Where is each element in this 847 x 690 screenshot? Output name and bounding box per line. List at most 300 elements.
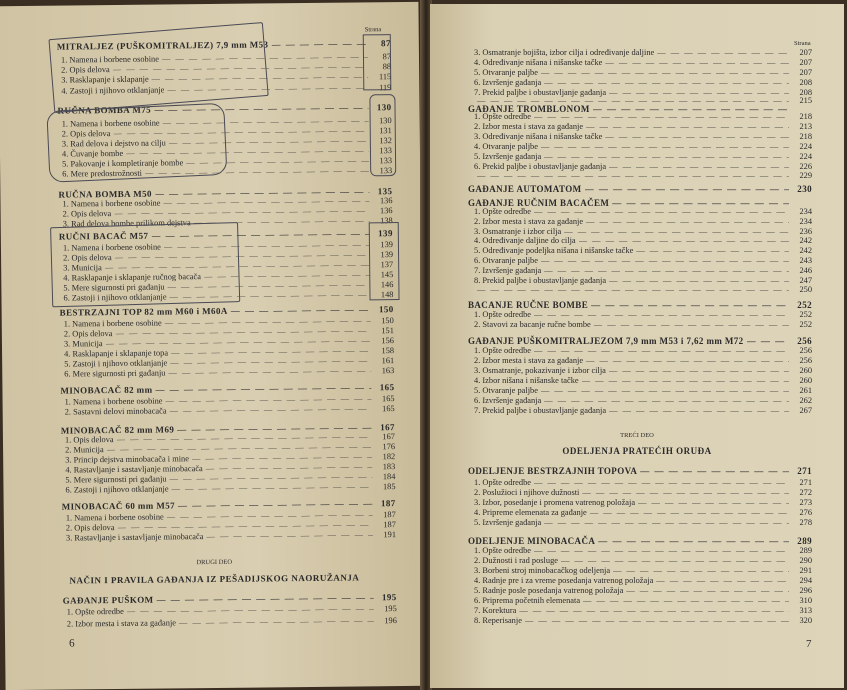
dash-leader xyxy=(579,236,789,246)
toc-entry xyxy=(474,576,812,586)
toc-entry-title: 2. Izbor mesta i stava za gađanje xyxy=(474,122,584,131)
strana-label: Strana xyxy=(364,26,382,34)
toc-entry-title: 2. Dužnosti i rad posluge xyxy=(474,556,558,565)
toc-entry-title: 6. Mere predostrožnosti xyxy=(62,168,143,179)
toc-entry xyxy=(474,376,812,386)
toc-entry-page: 252 xyxy=(799,320,812,329)
toc-entry-title: 8. Prekid paljbe i obustavljanje gađanja xyxy=(474,276,607,285)
toc-entry-page: 191 xyxy=(383,530,397,540)
toc-entry-page: 236 xyxy=(799,227,812,236)
toc-entry-page: 138 xyxy=(380,216,393,226)
dash-leader xyxy=(594,320,789,330)
toc-entry-page: 213 xyxy=(799,122,812,131)
toc-entry-title: 3. Princip dejstva minobacača i mine xyxy=(65,454,189,465)
toc-entry-title: 3. Osmatranje, pokazivanje i izbor cilja xyxy=(474,366,606,375)
toc-entry-title: 1. Namena i borbene osobine xyxy=(65,512,164,523)
toc-entry-page: 296 xyxy=(799,586,812,595)
dash-leader xyxy=(656,576,789,586)
toc-entry-page: 167 xyxy=(380,422,395,433)
left-page xyxy=(0,2,426,690)
dash-leader xyxy=(170,404,372,416)
toc-entry xyxy=(474,58,812,68)
dash-leader xyxy=(231,304,371,315)
toc-entry xyxy=(474,112,812,122)
toc-entry-page: 252 xyxy=(799,310,812,319)
toc-entry-title: BESTRZAJNI TOP 82 mm M60 i M60A xyxy=(59,305,228,318)
toc-entry xyxy=(474,78,812,88)
toc-entry-page: 130 xyxy=(376,102,392,113)
toc-entry xyxy=(65,404,395,417)
toc-heading xyxy=(468,466,812,476)
toc-heading xyxy=(60,304,394,317)
toc-entry xyxy=(474,508,812,518)
toc-entry-page: 133 xyxy=(379,146,393,156)
toc-entry-title: 4. Čuvanje bombe xyxy=(61,148,124,159)
dash-leader xyxy=(541,256,789,266)
toc-entry-page: 165 xyxy=(381,394,395,404)
toc-entry-title: 1. Opšte odredbe xyxy=(474,207,531,216)
toc-entry-page: 165 xyxy=(382,404,395,414)
toc-entry xyxy=(474,386,812,396)
toc-entry-title: 6. Prekid paljbe i obustavljanje gađanja xyxy=(474,162,607,171)
dash-leader xyxy=(605,58,789,68)
toc-entry-title: 2. Poslužioci i njihove dužnosti xyxy=(474,488,580,497)
dash-leader xyxy=(638,498,789,508)
toc-entry-page: 226 xyxy=(799,162,812,171)
toc-entry-page: 260 xyxy=(799,366,812,375)
toc-entry xyxy=(67,604,397,617)
toc-entry xyxy=(474,132,812,142)
toc-entry-title: 1. Namena i borbene osobine xyxy=(61,118,160,129)
dash-leader xyxy=(609,366,789,376)
toc-entry-title: 3. Osmatranje bojišta, izbor cilja i određivanje daljine xyxy=(474,48,655,57)
dash-leader xyxy=(582,488,789,498)
toc-entry xyxy=(474,246,812,256)
toc-entry-page: 183 xyxy=(382,462,396,472)
toc-entry-page: 250 xyxy=(799,285,812,294)
toc-heading xyxy=(62,498,396,511)
toc-entry-page: 207 xyxy=(799,58,812,67)
dash-leader xyxy=(544,396,789,406)
dash-leader xyxy=(534,478,789,488)
right-page xyxy=(430,4,844,688)
toc-entry-title: 4. Radnje pre i za vreme posedanja vatrenog položaja xyxy=(474,576,654,585)
dash-leader xyxy=(525,616,789,626)
toc-entry-title: 4. Pripreme elemenata za gađanje xyxy=(474,508,587,517)
toc-entry-page: 234 xyxy=(799,217,812,226)
toc-entry-title: GAĐANJE TROMBLONOM xyxy=(468,104,590,114)
toc-entry-page: 290 xyxy=(799,556,812,565)
toc-heading xyxy=(468,336,812,346)
toc-entry-page: 150 xyxy=(378,304,394,315)
part-title: NAČIN I PRAVILA GAĐANJA IZ PEŠADIJSKOG NAORUŽANJA xyxy=(69,572,360,586)
toc-entry-title: 2. Izbor mesta i stava za gađanje xyxy=(474,217,584,226)
toc-entry-page: 230 xyxy=(797,184,812,194)
toc-entry xyxy=(474,285,812,295)
toc-entry xyxy=(474,48,812,58)
toc-entry-page: 224 xyxy=(799,142,812,151)
toc-entry-title: GAĐANJE RUČNIM BACAČEM xyxy=(468,198,610,208)
toc-entry-page: 208 xyxy=(799,88,812,97)
toc-entry-page: 145 xyxy=(380,270,394,280)
page-number: 6 xyxy=(69,637,75,650)
toc-entry-title: 2. Opis delova xyxy=(63,329,113,339)
toc-entry-page: 135 xyxy=(377,186,393,197)
toc-heading xyxy=(468,536,812,546)
toc-entry-title: 1. Opšte odredbe xyxy=(474,112,531,121)
toc-entry-page: 276 xyxy=(799,508,812,517)
toc-entry xyxy=(474,236,812,246)
dash-leader xyxy=(747,336,789,346)
toc-entry-page: 291 xyxy=(799,566,812,575)
toc-entry xyxy=(474,518,812,528)
toc-entry xyxy=(474,606,812,616)
toc-entry-title: 2. Izbor mesta i stava za gađanje xyxy=(66,618,177,629)
toc-entry-title: 2. Opis delova xyxy=(61,65,110,75)
toc-entry-title: 4. Izbor nišana i nišanske tačke xyxy=(474,376,579,385)
toc-entry-title: 6. Izvršenje gađanja xyxy=(474,78,542,87)
toc-entry xyxy=(474,396,812,406)
part-label: DRUGI DEO xyxy=(196,558,233,567)
toc-entry-title: 1. Opšte odredbe xyxy=(474,546,531,555)
toc-entry-page: 158 xyxy=(381,346,395,356)
toc-entry-title: 1. Namena i borbene osobine xyxy=(60,54,159,65)
toc-entry-page: 289 xyxy=(797,536,812,546)
dash-leader xyxy=(171,482,372,494)
toc-entry-page: 130 xyxy=(379,116,392,126)
part-label: TREĆI DEO xyxy=(620,432,654,439)
toc-entry-title: 3. Rastavljanje i sastavljanje minobacača xyxy=(65,532,204,543)
toc-entry-page: 182 xyxy=(382,452,396,462)
toc-entry-page: 207 xyxy=(799,68,812,77)
toc-entry xyxy=(474,356,812,366)
toc-entry-title: 3. Rasklapanje i sklapanje xyxy=(61,74,149,85)
toc-entry-page: 260 xyxy=(799,376,812,385)
toc-entry-title: 7. Prekid paljbe i obustavljanje gađanja xyxy=(474,88,607,97)
toc-entry-page: 294 xyxy=(799,576,812,585)
dash-leader xyxy=(541,142,789,152)
toc-entry-page: 215 xyxy=(799,96,812,105)
toc-entry xyxy=(474,142,812,152)
toc-entry-title: 8. Reperisanje xyxy=(474,616,522,625)
toc-entry-page: 139 xyxy=(380,250,394,260)
toc-entry xyxy=(474,616,812,626)
toc-entry-title: 3. Borbeni stroj minobacačkog odeljenja xyxy=(474,566,611,575)
toc-entry-page: 229 xyxy=(799,171,812,180)
toc-entry-title: 2. Sastavni delovi minobacača xyxy=(64,406,167,417)
dash-leader xyxy=(544,266,789,276)
toc-entry-page: 256 xyxy=(799,346,812,355)
dash-leader xyxy=(636,246,789,256)
toc-entry-page: 165 xyxy=(379,382,395,393)
toc-heading xyxy=(468,300,812,310)
toc-entry-title: 4. Rasklapanje i sklapanje topa xyxy=(64,348,169,359)
toc-entry xyxy=(474,596,812,606)
toc-entry-title: 5. Mere sigurnosti pri gađanju xyxy=(63,282,165,293)
toc-entry-page: 196 xyxy=(384,616,397,626)
toc-entry-title: 5. Izvršenje gađanja xyxy=(474,152,542,161)
dash-leader xyxy=(585,184,789,194)
toc-entry-title: 4. Rastavljanje i sastavljanje minobacača xyxy=(65,464,203,475)
toc-entry-title: 3. Osmatranje i izbor cilja xyxy=(474,227,562,236)
toc-entry-title: 5. Radnje posle posedanja vatrenog položaja xyxy=(474,586,624,595)
toc-entry-title: 1. Opis delova xyxy=(64,435,114,445)
toc-entry-page: 133 xyxy=(379,156,393,166)
toc-entry-page: 262 xyxy=(799,396,812,405)
toc-entry-page: 119 xyxy=(378,83,392,93)
toc-entry-page: 139 xyxy=(378,228,393,239)
toc-entry-page: 224 xyxy=(799,152,812,161)
toc-entry-title: 1. Namena i borbene osobine xyxy=(62,242,161,253)
toc-entry-page: 218 xyxy=(799,112,812,121)
toc-entry-page: 272 xyxy=(799,488,812,497)
dash-leader xyxy=(271,38,368,49)
toc-entry-page: 278 xyxy=(799,518,812,527)
toc-entry-title: 7. Korektura xyxy=(474,606,517,615)
toc-entry-title: 4. Otvaranje paljbe xyxy=(474,142,538,151)
page-number: 7 xyxy=(806,638,812,650)
toc-entry xyxy=(474,122,812,132)
toc-entry-page: 156 xyxy=(381,336,395,346)
toc-entry xyxy=(474,68,812,78)
toc-entry-page: 261 xyxy=(799,386,812,395)
toc-entry-page: 187 xyxy=(383,520,396,530)
dash-leader xyxy=(155,382,371,394)
toc-entry-title: 2. Izbor mesta i stava za gađanje xyxy=(474,356,584,365)
toc-entry-title: 6. Priprema početnih elemenata xyxy=(474,596,581,605)
dash-leader xyxy=(541,386,789,396)
toc-entry xyxy=(474,478,812,488)
toc-entry-page: 163 xyxy=(381,366,395,376)
dash-leader xyxy=(534,546,789,556)
toc-entry-page: 207 xyxy=(799,48,812,57)
toc-entry xyxy=(66,530,396,543)
toc-entry-title: 7. Prekid paljbe i obustavljanje gađanja xyxy=(474,406,607,415)
toc-entry-title: 3. Određivanje nišana i nišanske tačke xyxy=(474,132,603,141)
toc-entry xyxy=(474,346,812,356)
toc-entry-page: 132 xyxy=(379,136,392,146)
toc-entry-title: 5. Izvršenje gađanja xyxy=(474,518,542,527)
toc-entry xyxy=(64,366,394,379)
toc-entry-page: 310 xyxy=(799,596,812,605)
toc-entry-title: 5. Otvaranje paljbe xyxy=(474,386,538,395)
toc-entry-page: 176 xyxy=(382,442,396,452)
dash-leader xyxy=(583,596,789,606)
toc-entry-title: 7. Izvršenje gađanja xyxy=(474,266,542,275)
toc-entry-page: 167 xyxy=(382,432,396,442)
right-toc-list xyxy=(430,4,844,688)
dash-leader xyxy=(586,122,789,132)
toc-entry xyxy=(474,171,812,181)
toc-entry xyxy=(474,556,812,566)
toc-entry-page: 271 xyxy=(799,478,812,487)
toc-entry-page: 289 xyxy=(799,546,812,555)
toc-entry-title: 6. Izvršenje gađanja xyxy=(474,396,542,405)
toc-entry-page: 88 xyxy=(382,62,392,72)
toc-entry-page: 161 xyxy=(381,356,395,366)
toc-entry-title: 2. Municija xyxy=(65,445,104,455)
toc-entry-page: 195 xyxy=(381,592,397,603)
toc-entry-title: 1. Namena i borbene osobine xyxy=(64,396,163,407)
ink-box-pages-bomba xyxy=(369,94,396,176)
dash-leader xyxy=(544,78,789,88)
toc-entry-page: 133 xyxy=(379,166,393,176)
toc-entry xyxy=(474,488,812,498)
toc-entry-title: 6. Mere sigurnosti pri gađanju xyxy=(64,368,166,379)
toc-entry-page: 256 xyxy=(797,336,812,346)
toc-entry-page: 195 xyxy=(384,604,397,614)
toc-entry-page: 150 xyxy=(381,316,394,326)
dash-leader xyxy=(561,556,789,566)
dash-leader xyxy=(544,152,789,162)
toc-entry-title: MINOBACAČ 82 mm M69 xyxy=(60,424,175,436)
toc-entry-title: 2. Opis delova xyxy=(62,209,112,219)
dash-leader xyxy=(178,498,373,510)
toc-entry-page: 252 xyxy=(797,300,812,310)
toc-entry-page: 151 xyxy=(381,326,394,336)
toc-entry xyxy=(474,320,812,330)
toc-heading xyxy=(468,184,812,194)
dash-leader xyxy=(582,376,789,386)
toc-entry xyxy=(474,310,812,320)
dash-leader xyxy=(179,616,374,628)
toc-entry-page: 115 xyxy=(378,72,392,82)
dash-leader xyxy=(586,217,789,227)
dash-leader xyxy=(534,112,789,122)
toc-entry-title: MINOBACAČ 60 mm M57 xyxy=(61,500,176,512)
toc-entry-title: 3. Izbor, posedanje i promena vatrenog položaja xyxy=(474,498,636,507)
toc-entry-title: 5. Pakovanje i kompletiranje bombe xyxy=(62,158,184,169)
toc-entry xyxy=(474,152,812,162)
toc-entry-title: 4. Zastoji i njihovo otklanjanje xyxy=(61,85,165,96)
dash-leader xyxy=(477,171,789,181)
toc-entry xyxy=(474,546,812,556)
dash-leader xyxy=(156,592,373,604)
toc-entry-title: RUČNA BOMBA M75 xyxy=(57,104,152,116)
dash-leader xyxy=(168,366,371,378)
toc-entry-page: 146 xyxy=(380,280,394,290)
toc-entry-page: 242 xyxy=(799,246,812,255)
toc-entry-title: 1. Opšte odredbe xyxy=(474,310,531,319)
toc-entry-page: 247 xyxy=(799,276,812,285)
dash-leader xyxy=(657,48,789,58)
toc-entry-page: 139 xyxy=(380,240,393,250)
toc-entry-page: 185 xyxy=(382,482,396,492)
toc-entry xyxy=(474,498,812,508)
toc-entry-page: 320 xyxy=(799,616,812,625)
dash-leader xyxy=(609,406,789,416)
toc-entry-title: 5. Zastoji i njihovo otklanjanje xyxy=(64,358,168,369)
toc-entry-title: ODELJENJE MINOBACAČA xyxy=(468,536,596,546)
toc-entry-page: 267 xyxy=(799,406,812,415)
toc-entry xyxy=(474,406,812,416)
toc-entry-page: 218 xyxy=(799,132,812,141)
toc-entry-title: GAĐANJE PUŠKOM xyxy=(62,594,154,606)
toc-entry-title: 1. Opšte odredbe xyxy=(474,346,531,355)
dash-leader xyxy=(605,132,789,142)
toc-entry-title: 4. Određivanje nišana i nišanske tačke xyxy=(474,58,603,67)
dash-leader xyxy=(613,566,789,576)
toc-entry-page: 313 xyxy=(799,606,812,615)
toc-entry-title: 4. Rasklapanje i sklapanje ručnog bacača xyxy=(63,272,201,283)
toc-entry-title: 2. Opis delova xyxy=(63,253,112,263)
toc-entry-page: 87 xyxy=(382,52,392,62)
toc-entry xyxy=(474,266,812,276)
toc-entry-title: 3. Municija xyxy=(63,339,103,349)
toc-entry-title: 2. Opis delova xyxy=(61,129,111,139)
dash-leader xyxy=(640,466,789,476)
toc-entry-page: 187 xyxy=(383,510,396,520)
toc-entry-title: 4. Određivanje daljine do cilja xyxy=(474,236,576,245)
toc-entry-title: MINOBACAČ 82 mm xyxy=(60,384,153,396)
toc-entry-title: 6. Zastoji i njihovo otklanjanje xyxy=(65,484,169,495)
dash-leader xyxy=(534,346,789,356)
part-title: ODELJENJA PRATEĆIH ORUĐA xyxy=(562,446,712,456)
toc-entry-title: GAĐANJE PUŠKOMITRALJEZOM 7,9 mm M53 i 7,62 mm M72 xyxy=(468,336,744,346)
toc-entry xyxy=(65,482,395,495)
dash-leader xyxy=(626,586,789,596)
toc-entry-title: 1. Opšte odredbe xyxy=(474,478,531,487)
dash-leader xyxy=(534,310,789,320)
strana-label: Strana xyxy=(794,40,811,47)
toc-entry-page: 271 xyxy=(797,466,812,476)
dash-leader xyxy=(519,606,789,616)
toc-entry-title: 5. Određivanje podeljka nišana i nišanske tačke xyxy=(474,246,634,255)
toc-entry-page: 234 xyxy=(799,207,812,216)
dash-leader xyxy=(591,300,789,310)
toc-entry-title: 1. Opšte odredbe xyxy=(66,606,124,617)
toc-entry-title: 6. Otvaranje paljbe xyxy=(474,256,538,265)
toc-entry-page: 148 xyxy=(380,290,394,300)
dash-leader xyxy=(586,356,789,366)
ink-box-bomba-m75 xyxy=(46,103,227,183)
dash-leader xyxy=(598,536,789,546)
toc-entry-title: RUČNI BACAČ M57 xyxy=(58,230,149,242)
toc-entry-title: 5. Mere sigurnosti pri gađanju xyxy=(65,474,167,485)
ink-box-bacac xyxy=(50,222,240,307)
ink-box-pages-bacac xyxy=(369,222,400,300)
toc-entry xyxy=(474,586,812,596)
toc-entry xyxy=(474,256,812,266)
toc-entry xyxy=(474,207,812,217)
toc-entry-page: 136 xyxy=(379,206,393,216)
toc-entry-page: 242 xyxy=(799,236,812,245)
toc-entry xyxy=(67,616,397,629)
toc-entry-title: 3. Rad delova bombe prilikom dejstva xyxy=(62,218,191,229)
dash-leader xyxy=(534,207,789,217)
dash-leader xyxy=(477,285,789,295)
toc-entry-title: ODELJENJE BESTRZAJNIH TOPOVA xyxy=(468,466,638,476)
toc-entry-page: 137 xyxy=(380,260,394,270)
toc-entry-title: 3. Rad delova i dejstvo na cilju xyxy=(61,138,166,149)
dash-leader xyxy=(541,68,789,78)
toc-entry-title: 2. Stavovi za bacanje ručne bombe xyxy=(474,320,591,329)
toc-entry-page: 243 xyxy=(799,256,812,265)
toc-entry-title: 3. Municija xyxy=(63,263,102,273)
toc-entry-title: MITRALJEZ (PUŠKOMITRALJEZ) 7,9 mm M53 xyxy=(56,39,269,52)
toc-entry xyxy=(474,566,812,576)
toc-entry-title: 6. Zastoji i njihovo otklanjanje xyxy=(63,292,167,303)
toc-entry-title: RUČNA BOMBA M50 xyxy=(58,188,152,200)
dash-leader xyxy=(127,604,374,617)
toc-heading xyxy=(60,382,394,395)
toc-entry-title: 1. Namena i borbene osobine xyxy=(63,318,162,329)
toc-entry-title: 5. Otvaranje paljbe xyxy=(474,68,538,77)
toc-entry-page: 187 xyxy=(380,498,396,509)
toc-entry-page: 246 xyxy=(799,266,812,275)
toc-entry-page: 87 xyxy=(380,38,391,49)
dash-leader xyxy=(206,530,373,542)
